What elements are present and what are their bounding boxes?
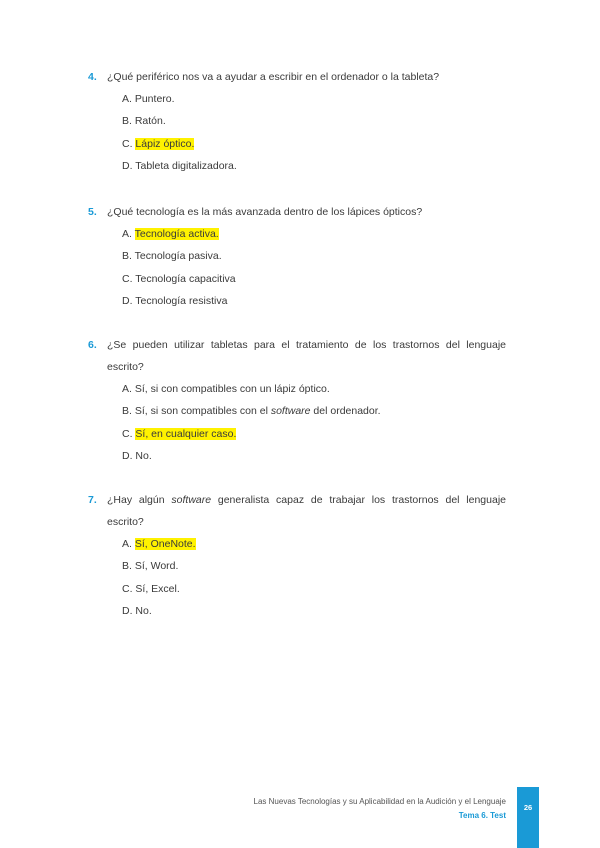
option-b xyxy=(122,400,506,422)
option-d xyxy=(122,445,506,467)
question-text-before: ¿Hay algún xyxy=(107,494,172,506)
options-list xyxy=(122,533,506,622)
footer-section-label: Tema 6. Test xyxy=(458,811,506,820)
option-d xyxy=(122,155,506,177)
option-b xyxy=(122,245,506,267)
option-letter: D. xyxy=(122,159,133,172)
option-c xyxy=(122,423,506,445)
correct-answer-highlight: Sí, en cualquier caso. xyxy=(135,427,237,440)
option-letter: A. xyxy=(122,538,132,550)
option-text: Tecnología capacitiva xyxy=(135,272,236,285)
option-a xyxy=(122,378,506,400)
question-number: 6. xyxy=(88,339,97,351)
option-text: Puntero. xyxy=(134,93,175,105)
option-d xyxy=(122,600,506,622)
option-text: Sí, Word. xyxy=(134,560,179,573)
option-b xyxy=(122,555,506,577)
option-a xyxy=(122,223,506,245)
option-letter: C. xyxy=(122,427,133,440)
question-6 xyxy=(88,334,506,467)
options-list xyxy=(122,88,506,177)
option-letter: A. xyxy=(122,228,132,240)
option-letter: D. xyxy=(122,604,133,617)
option-letter: C. xyxy=(122,272,133,285)
option-letter: A. xyxy=(122,93,132,105)
option-text: Tecnología resistiva xyxy=(135,294,228,307)
option-b xyxy=(122,110,506,132)
question-5 xyxy=(88,201,506,312)
page-number: 26 xyxy=(523,803,533,812)
option-text-italic: software xyxy=(270,405,311,418)
option-letter: B. xyxy=(122,560,132,573)
option-text: No. xyxy=(135,604,152,617)
option-c xyxy=(122,268,506,290)
option-letter: B. xyxy=(122,250,132,263)
option-text: Tecnología pasiva. xyxy=(134,250,222,263)
option-letter: D. xyxy=(122,449,133,462)
option-d xyxy=(122,290,506,312)
correct-answer-highlight: Tecnología activa. xyxy=(134,228,219,240)
question-number: 5. xyxy=(88,206,97,218)
question-7 xyxy=(88,489,506,622)
option-text: No. xyxy=(135,449,152,462)
correct-answer-highlight: Lápiz óptico. xyxy=(135,137,195,150)
footer-book-title: Las Nuevas Tecnologías y su Aplicabilidad en la Audición y el Lenguaje xyxy=(253,797,506,806)
option-text: Sí, Excel. xyxy=(135,582,180,595)
question-number: 7. xyxy=(88,494,97,506)
question-text: ¿Qué tecnología es la más avanzada dentro de los lápices ópticos? xyxy=(107,206,423,218)
option-text-before: Sí, si son compatibles con el xyxy=(134,405,271,418)
option-letter: D. xyxy=(122,294,133,307)
option-c xyxy=(122,133,506,155)
option-a xyxy=(122,533,506,555)
question-4 xyxy=(88,66,506,177)
option-text-after: del ordenador. xyxy=(310,405,381,418)
option-letter: C. xyxy=(122,582,133,595)
question-text: ¿Se pueden utilizar tabletas para el tratamiento de los trastornos del lenguaje escrito? xyxy=(107,339,506,373)
option-text: Sí, si con compatibles con un lápiz óptico. xyxy=(134,383,330,395)
question-text-after: generalista capaz de trabajar los trastornos del lenguaje escrito? xyxy=(107,494,506,528)
option-c xyxy=(122,578,506,600)
option-letter: B. xyxy=(122,405,132,418)
correct-answer-highlight: Sí, OneNote. xyxy=(134,538,196,550)
question-text-italic: software xyxy=(171,494,212,506)
page-number-tab xyxy=(517,787,539,848)
question-number: 4. xyxy=(88,71,97,83)
option-letter: A. xyxy=(122,383,132,395)
option-a xyxy=(122,88,506,110)
option-letter: B. xyxy=(122,115,132,128)
option-letter: C. xyxy=(122,137,133,150)
question-text xyxy=(107,489,506,533)
options-list xyxy=(122,223,506,312)
option-text: Tableta digitalizadora. xyxy=(135,159,237,172)
options-list xyxy=(122,378,506,467)
option-text: Ratón. xyxy=(134,115,166,128)
question-text: ¿Qué periférico nos va a ayudar a escribir en el ordenador o la tableta? xyxy=(107,71,440,83)
